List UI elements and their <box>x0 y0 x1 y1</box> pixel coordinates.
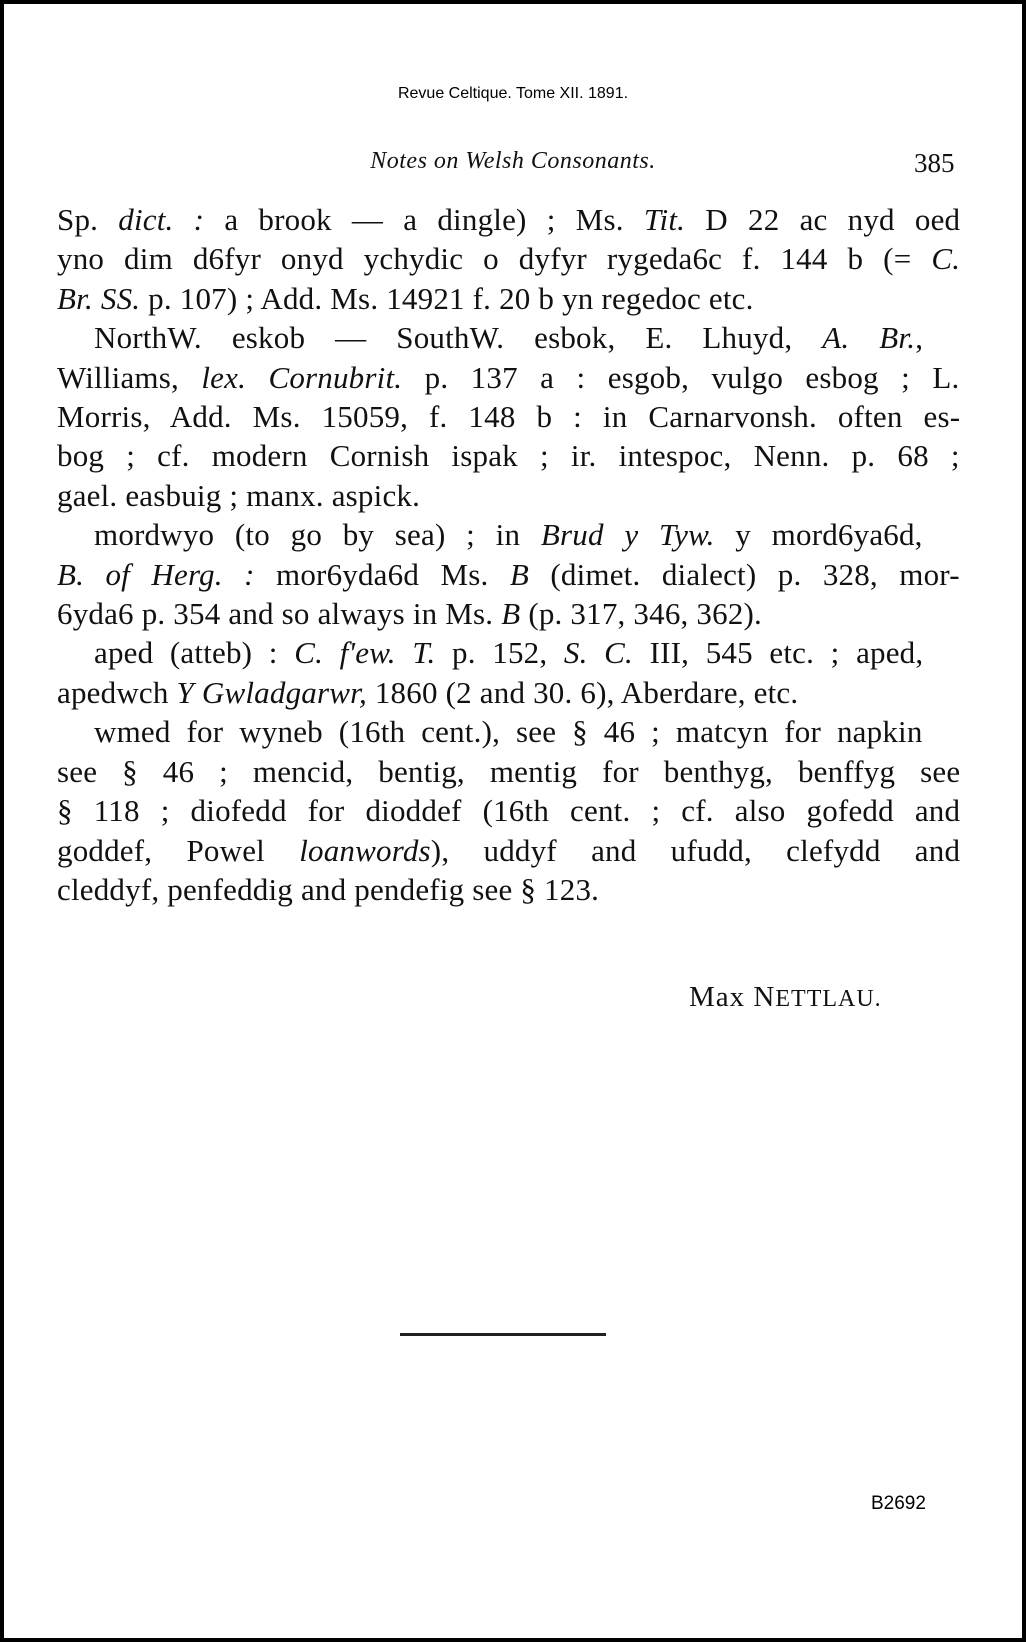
text-line: bog ; cf. modern Cornish ispak ; ir. intespoc, Nenn. p. 68 ; <box>57 438 960 474</box>
text-line: 6yda6 p. 354 and so always in Ms. B (p. 317, 346, 362). <box>57 596 763 632</box>
text-line: gael. easbuig ; manx. aspick. <box>57 477 421 513</box>
text-line: Sp. dict. : a brook — a dingle) ; Ms. Tit. D 22 ac nyd oed <box>57 202 961 237</box>
text-line: § 118 ; diofedd for dioddef (16th cent. ; cf. also gofedd and <box>57 793 961 829</box>
paragraph-brook <box>57 200 960 318</box>
text-line: Morris, Add. Ms. 15059, f. 148 b : in Carnarvonsh. often es- <box>57 399 961 435</box>
author-signature: Max NETTLAU. <box>689 981 882 1013</box>
paragraph-aped <box>57 633 960 712</box>
text-line: yno dim d6fyr onyd ychydic o dyfyr rygeda6c f. 144 b (= C. <box>57 241 961 277</box>
text-line: Williams, lex. Cornubrit. p. 137 a : esgob, vulgo esbog ; L. <box>57 359 960 395</box>
running-title: Notes on Welsh Consonants. <box>370 148 656 174</box>
text-line: aped (atteb) : C. f'ew. T. p. 152, S. C. III, 545 etc. ; aped, <box>94 635 924 671</box>
text-line: Br. SS. p. 107) ; Add. Ms. 14921 f. 20 b yn regedoc etc. <box>57 280 754 316</box>
article-body <box>57 200 960 909</box>
paragraph-wmed <box>57 712 960 909</box>
text-line: B. of Herg. : mor6yda6d Ms. B (dimet. dialect) p. 328, mor- <box>57 556 960 592</box>
text-line: apedwch Y Gwladgarwr, 1860 (2 and 30. 6), Aberdare, etc. <box>57 674 799 710</box>
paragraph-eskob <box>57 318 960 515</box>
page-number: 385 <box>914 148 955 178</box>
text-line: cleddyf, penfeddig and pendefig see § 123. <box>57 871 600 907</box>
text-line: mordwyo (to go by sea) ; in Brud y Tyw. y mord6ya6d, <box>94 517 923 553</box>
text-line: see § 46 ; mencid, bentig, mentig for benthyg, benffyg see <box>57 753 961 789</box>
catalog-id: B2692 <box>871 1493 926 1514</box>
text-line: NorthW. eskob — SouthW. esbok, E. Lhuyd, A. Br., <box>94 320 924 356</box>
text-line: goddef, Powel loanwords), uddyf and ufudd, clefydd and <box>57 832 961 868</box>
source-citation: Revue Celtique. Tome XII. 1891. <box>397 85 629 102</box>
text-line: wmed for wyneb (16th cent.), see § 46 ; matcyn for napkin <box>94 714 923 750</box>
end-rule-divider <box>400 1333 606 1336</box>
paragraph-mordwyo <box>57 515 960 633</box>
